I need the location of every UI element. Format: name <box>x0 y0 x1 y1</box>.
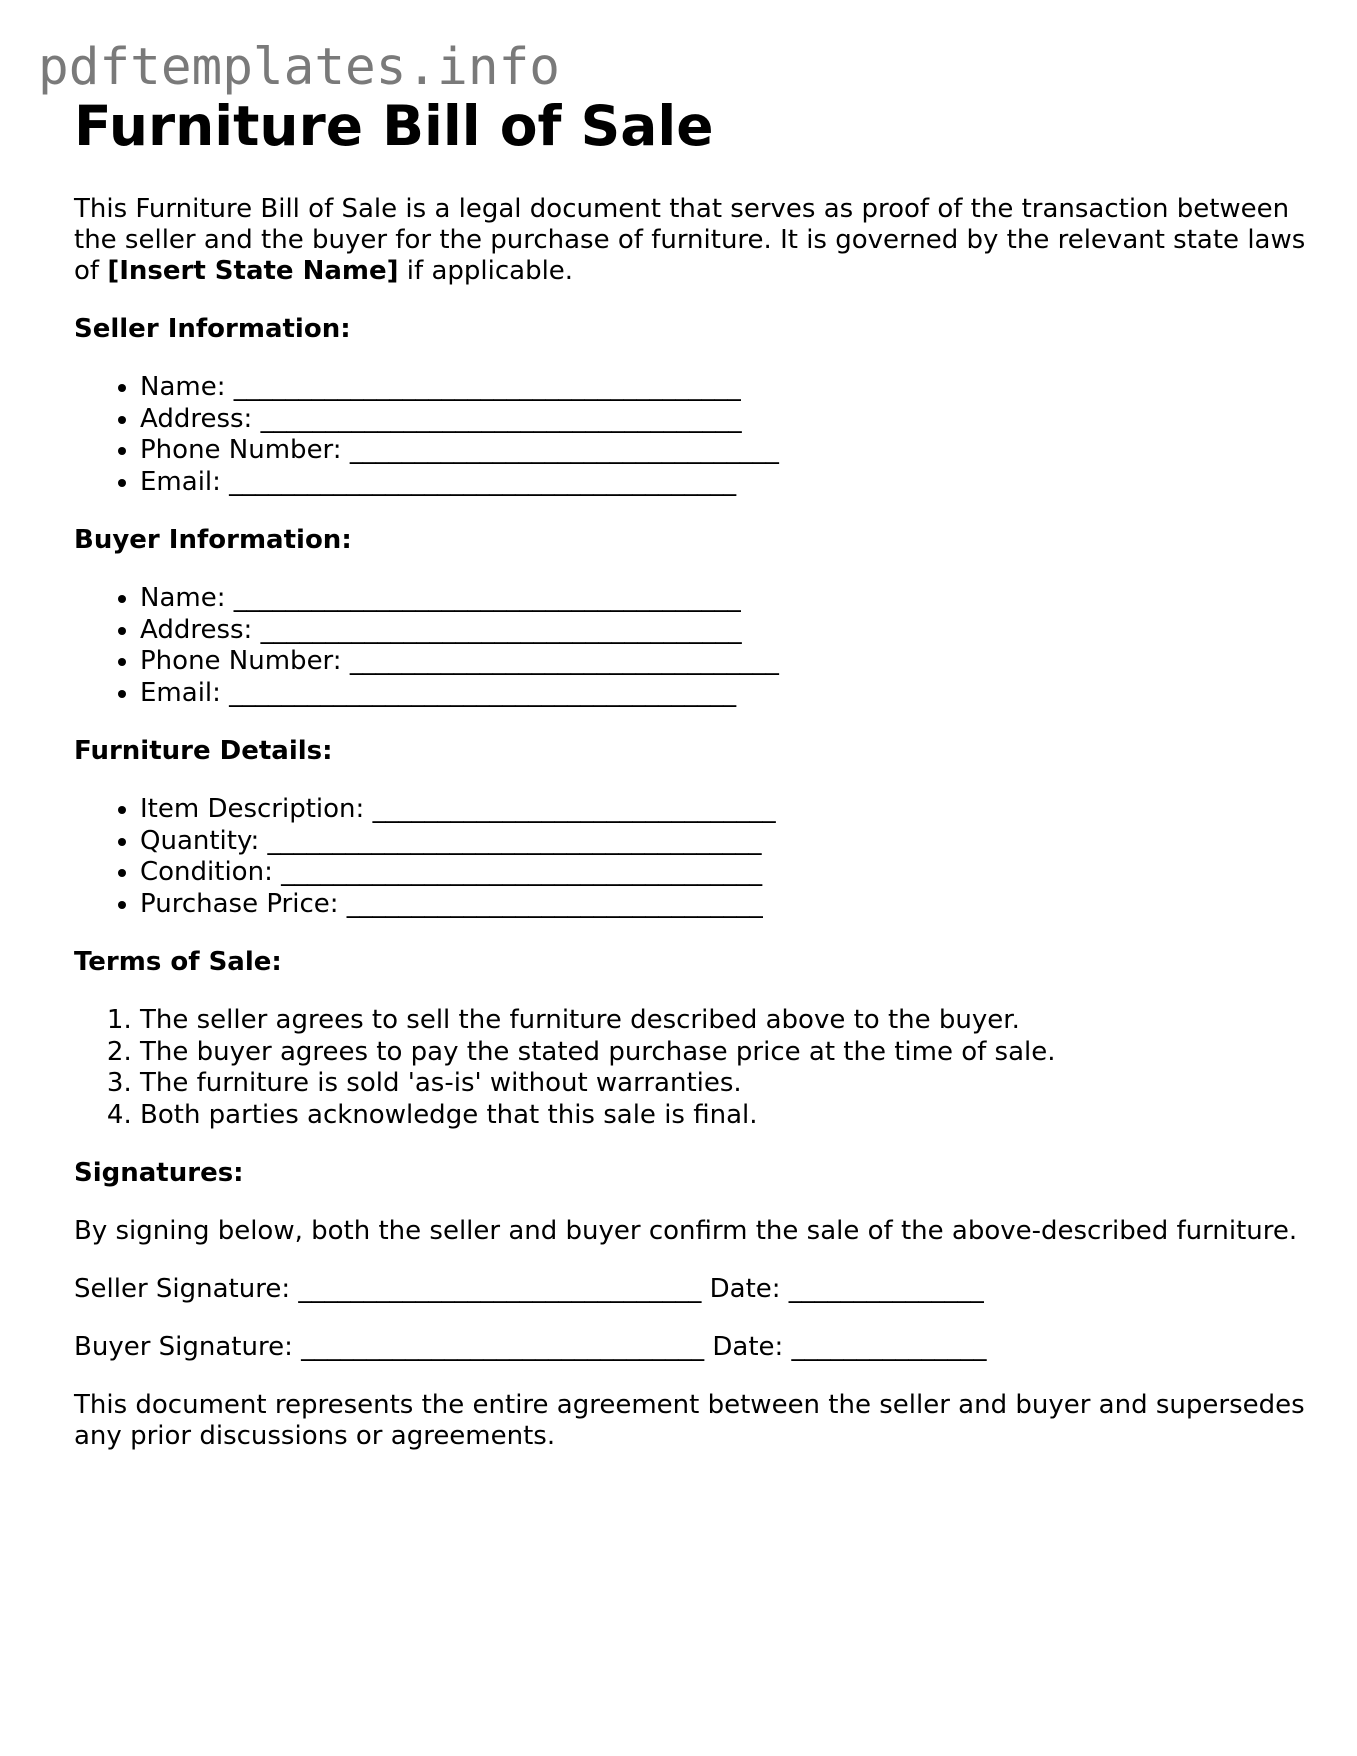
closing-statement: This document represents the entire agreement between the seller and buyer and supersedes any prior discussions or agreements. <box>74 1390 1305 1451</box>
field-label: Phone Number: <box>140 435 350 465</box>
field-label: Address: <box>140 614 261 645</box>
quantity-field[interactable] <box>140 826 1314 858</box>
buyer-info-heading: Buyer Information: <box>74 525 352 555</box>
document-title: Furniture Bill of Sale <box>74 94 714 158</box>
purchase-price-field[interactable] <box>140 889 1314 921</box>
buyer-signature-line[interactable]: Buyer Signature: _______________________________ Date: _______________ <box>74 1332 987 1362</box>
term-item: 2. The buyer agrees to pay the stated purchase price at the time of sale. <box>140 1037 1314 1069</box>
term-item: 1. The seller agrees to sell the furniture described above to the buyer. <box>140 1005 1314 1037</box>
intro-text-end: if applicable. <box>398 256 574 286</box>
field-label: Purchase Price: <box>140 888 347 919</box>
term-item: 3. The furniture is sold 'as-is' without warranties. <box>140 1068 1314 1100</box>
signatures-heading: Signatures: <box>74 1158 244 1188</box>
blank-line: _______________________________________ <box>229 677 737 708</box>
state-name-placeholder: [Insert State Name] <box>107 256 399 286</box>
term-item: 4. Both parties acknowledge that this sale is final. <box>140 1100 1314 1132</box>
blank-line: _____________________________________ <box>281 857 763 887</box>
buyer-phone-field[interactable] <box>140 646 1314 678</box>
blank-line: _______________________________________ <box>229 466 737 497</box>
seller-phone-field[interactable] <box>140 435 1314 467</box>
watermark: pdftemplates.info <box>38 38 560 97</box>
seller-info-heading: Seller Information: <box>74 314 351 344</box>
item-description-field[interactable] <box>140 794 1314 826</box>
field-label: Condition: <box>140 857 282 887</box>
buyer-address-field[interactable] <box>140 615 1314 647</box>
terms-of-sale-heading: Terms of Sale: <box>74 947 282 977</box>
field-label: Address: <box>140 403 261 434</box>
blank-line: _______________________________________ <box>233 372 741 402</box>
furniture-details-heading: Furniture Details: <box>74 736 333 766</box>
field-label: Name: <box>140 372 234 402</box>
condition-field[interactable] <box>140 857 1314 889</box>
seller-address-field[interactable] <box>140 404 1314 436</box>
signatures-intro: By signing below, both the seller and buyer confirm the sale of the above-described furniture. <box>74 1216 1298 1246</box>
field-label: Item Description: <box>140 794 373 824</box>
furniture-field-list <box>74 794 1314 920</box>
blank-line: _________________________________ <box>349 435 779 465</box>
field-label: Name: <box>140 583 234 613</box>
field-label: Email: <box>140 466 230 497</box>
buyer-field-list <box>74 583 1314 709</box>
field-label: Phone Number: <box>140 646 350 676</box>
buyer-name-field[interactable] <box>140 583 1314 615</box>
intro-paragraph <box>74 194 1314 287</box>
blank-line: ______________________________________ <box>267 825 762 856</box>
blank-line: _______________________________ <box>372 794 776 824</box>
intro-text-start: This Furniture Bill of Sale is a legal document that serves as proof of the transaction between the seller and the buyer for the purchase of furniture. It is governed by the relevant state laws of <box>74 194 1306 286</box>
document-body <box>74 92 1314 1452</box>
blank-line: _______________________________________ <box>233 583 741 613</box>
blank-line: _____________________________________ <box>260 403 742 434</box>
field-label: Email: <box>140 677 230 708</box>
seller-field-list <box>74 372 1314 498</box>
field-label: Quantity: <box>140 825 268 856</box>
blank-line: _____________________________________ <box>260 614 742 645</box>
terms-list <box>74 1005 1314 1131</box>
seller-signature-line[interactable]: Seller Signature: _______________________________ Date: _______________ <box>74 1274 984 1304</box>
blank-line: _________________________________ <box>349 646 779 676</box>
seller-name-field[interactable] <box>140 372 1314 404</box>
blank-line: ________________________________ <box>346 888 763 919</box>
buyer-email-field[interactable] <box>140 678 1314 710</box>
seller-email-field[interactable] <box>140 467 1314 499</box>
